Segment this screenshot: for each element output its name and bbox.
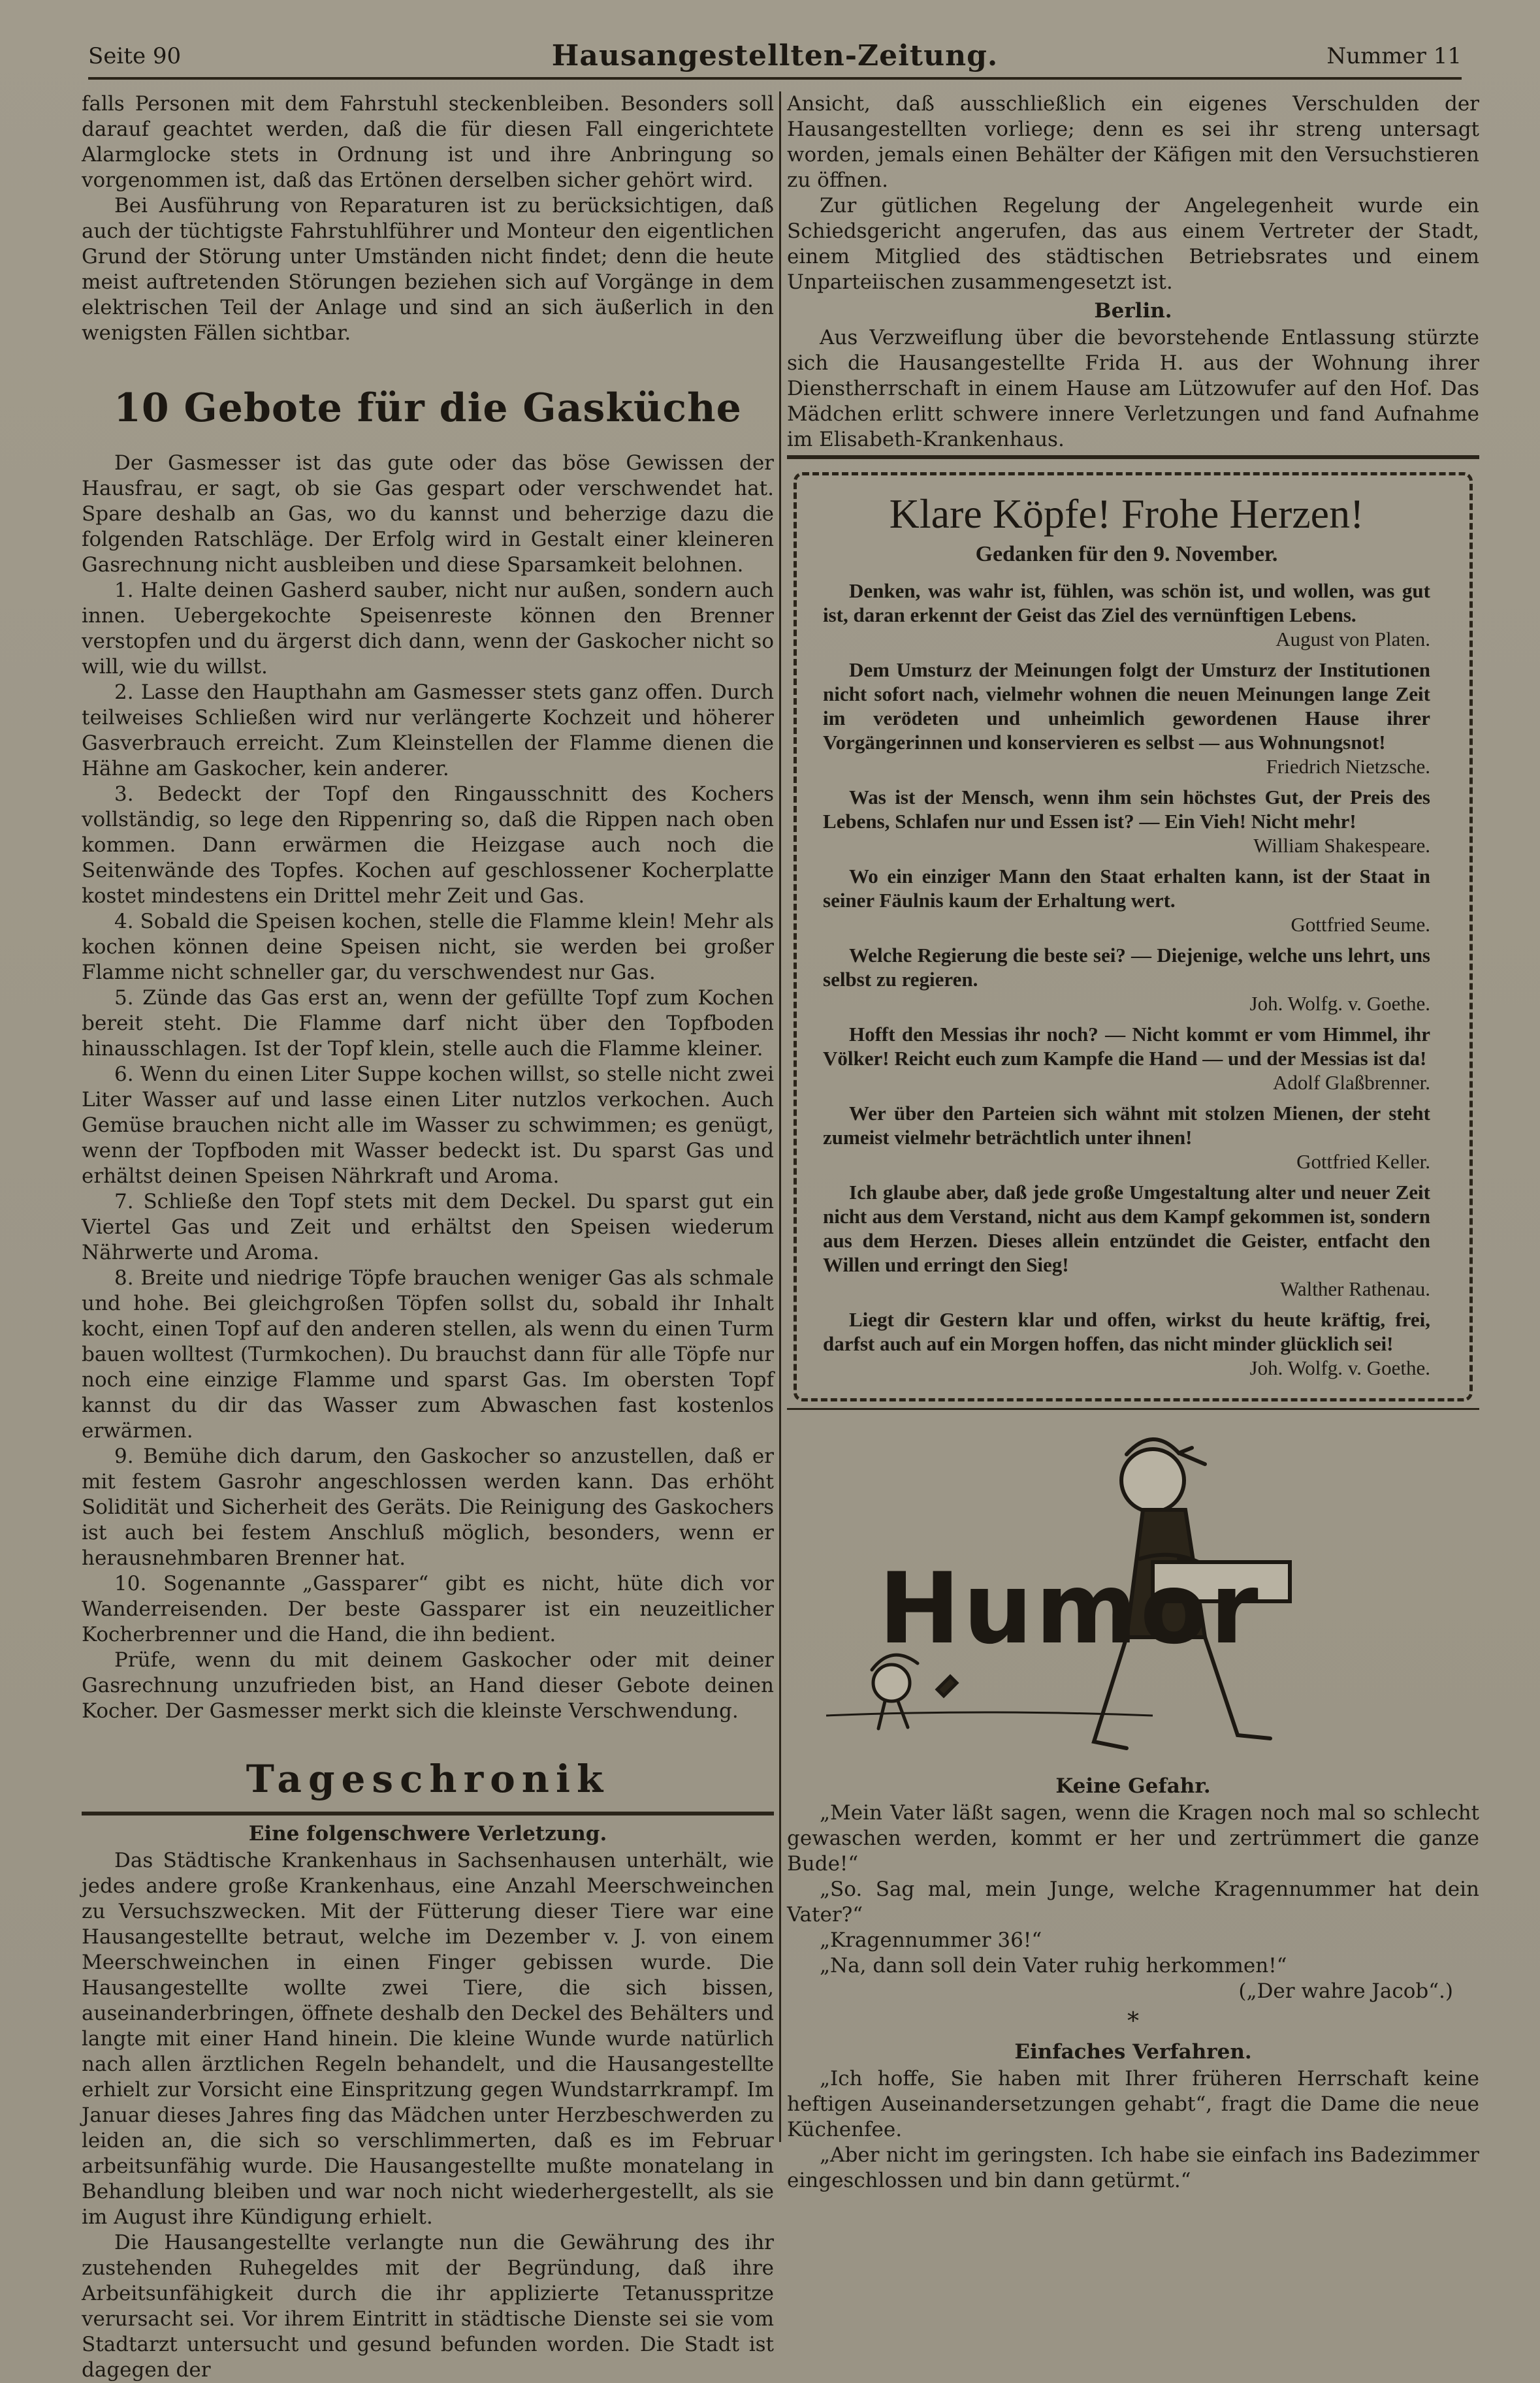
quote-text: Dem Umsturz der Meinungen folgt der Umsturz der Institutionen nicht sofort nach, vielmehr wohnen die neuen Meinungen lange Zeit im verödeten und unheimlich gewordenen Hause ihrer Vorgängerinnen und konservieren es selbst — aus Wohnungsnot! — [823, 658, 1430, 754]
column-divider — [779, 91, 781, 2142]
quote-item — [823, 1022, 1430, 1095]
joke-title: Keine Gefahr. — [1055, 1774, 1211, 1798]
gebot-item: 3. Bedeckt der Topf den Ringausschnitt des Kochers vollständig, so lege den Rippenring so, daß die Rippen nach oben kommen. Dann erwärmen die Heizgase auch noch die Seitenwände des Topfes. Kochen auf geschlossener Kocherplatte kostet mindestens ein Drittel mehr Zeit und Gas. — [82, 782, 774, 908]
joke-line: „Ich hoffe, Sie haben mit Ihrer früheren Herrschaft keine heftigen Auseinandersetzungen gehabt“, fragt die Dame die neue Küchenfee. — [787, 2067, 1479, 2141]
berlin-paragraph: Aus Verzweiflung über die bevorstehende Entlassung stürzte sich die Hausangestellte Frida H. aus der Wohnung ihrer Dienstherrschaft in einem Hause am Lützowufer auf den Hof. Das Mädchen erlitt schwere innere Verletzungen und fand Aufnahme im Elisabeth-Krankenhaus. — [787, 326, 1479, 451]
joke-line: „Na, dann soll dein Vater ruhig herkommen!“ — [820, 1954, 1287, 1977]
section-rule — [787, 455, 1479, 459]
quote-author: Gottfried Seume. — [1291, 913, 1430, 936]
quote-author: Gottfried Keller. — [1296, 1150, 1430, 1173]
quote-item — [823, 579, 1430, 651]
gebote-intro: Der Gasmesser ist das gute oder das böse Gewissen der Hausfrau, er sagt, ob sie Gas gespart oder verschwendet hat. Spare deshalb an Gas, wo du kannst und beherzige dazu die folgenden Ratschläge. Der Erfolg wird in Gestalt einer kleineren Gasrechnung nicht ausbleiben und diese Sparsamkeit belohnen. — [82, 451, 774, 577]
gebote-conclusion: Prüfe, wenn du mit deinem Gaskocher oder mit deiner Gasrechnung unzufrieden bist, an Hand dieser Gebote deinen Kocher. Der Gasmesser merkt sich die kleinste Verschwendung. — [82, 1648, 774, 1723]
section-rule — [787, 1408, 1479, 1410]
quote-author: Joh. Wolfg. v. Goethe. — [1249, 1356, 1430, 1379]
quote-text: Wer über den Parteien sich wähnt mit stolzen Mienen, der steht zumeist vielmehr beträchtlich unter ihnen! — [823, 1102, 1430, 1149]
quote-item — [823, 864, 1430, 936]
quote-text: Welche Regierung die beste sei? — Diejenige, welche uns lehrt, uns selbst zu regieren. — [823, 944, 1430, 991]
quote-item — [823, 943, 1430, 1016]
quote-item — [823, 785, 1430, 857]
quote-box — [794, 472, 1473, 1401]
quote-item — [823, 1180, 1430, 1301]
left-column — [82, 91, 774, 2383]
article-paragraph: Bei Ausführung von Reparaturen ist zu berücksichtigen, daß auch der tüchtigste Fahrstuhlführer und Monteur den eigentlichen Grund der Störung unter Umständen nicht findet; denn die heute meist auftretenden Störungen beziehen sich auf Vorgänge in dem elektrischen Teil der Anlage und sind an sich äußerlich in den wenigsten Fällen sichtbar. — [82, 194, 774, 345]
chronik-paragraph: Das Städtische Krankenhaus in Sachsenhausen unterhält, wie jedes andere große Krankenhaus, eine Anzahl Meerschweinchen zu Versuchszwecken. Mit der Fütterung dieser Tiere war eine Hausangestellte betraut, welche im Dezember v. J. von einem Meerschweinchen in einen Finger gebissen wurde. Die Hausangestellte wollte zwei Tiere, die sich bissen, auseinanderbringen, öffnete deshalb den Deckel des Behälters und langte mit einer Hand hinein. Die kleine Wunde wurde natürlich nach allen ärztlichen Regeln behandelt, und die Hausangestellte erhielt zur Vorsicht eine Einspritzung gegen Wundstarrkrampf. Im Januar dieses Jahres fing das Mädchen unter Herzbeschwerden zu leiden an, die sich so verschlimmerten, daß es im Februar arbeitsunfähig wurde. Die Hausangestellte mußte monatelang in Behandlung bleiben und war noch nicht wiederhergestellt, als sie im August ihre Kündigung erhielt. — [82, 1849, 774, 2229]
gebot-item: 4. Sobald die Speisen kochen, stelle die Flamme klein! Mehr als kochen können deine Speisen nicht, sie werden bei großer Flamme nicht schneller gar, du verschwendest nur Gas. — [82, 910, 774, 984]
joke-source: („Der wahre Jacob“.) — [1238, 1979, 1453, 2003]
joke-line: „So. Sag mal, mein Junge, welche Kragennummer hat dein Vater?“ — [787, 1878, 1479, 1927]
quote-text: Liegt dir Gestern klar und offen, wirkst du heute kräftig, frei, darfst auch auf ein Morgen hoffen, das nicht minder glücklich sei! — [823, 1308, 1430, 1355]
gebot-item: 7. Schließe den Topf stets mit dem Deckel. Du sparst gut ein Viertel Gas und Zeit und erhältst den Speisen wiederum Nährwerte und Aroma. — [82, 1190, 774, 1264]
quote-author: Joh. Wolfg. v. Goethe. — [1249, 992, 1430, 1015]
quote-text: Ich glaube aber, daß jede große Umgestaltung alter und neuer Zeit nicht aus dem Verstand, nicht aus dem Kampf gekommen ist, sondern aus dem Herzen. Dieses allein entzündet die Geister, entfacht den Willen und erringt den Sieg! — [823, 1181, 1430, 1276]
berlin-heading: Berlin. — [1094, 299, 1172, 323]
chronik-paragraph: Zur gütlichen Regelung der Angelegenheit wurde ein Schiedsgericht angerufen, das aus einem Vertreter der Stadt, einem Mitglied des städtischen Betriebsrates und einem Unparteiischen zusammengesetzt ist. — [787, 194, 1479, 294]
quote-text: Was ist der Mensch, wenn ihm sein höchstes Gut, der Preis des Lebens, Schlafen nur und Essen ist? — Ein Vieh! Nicht mehr! — [823, 786, 1430, 833]
quote-text: Wo ein einziger Mann den Staat erhalten kann, ist der Staat in seiner Fäulnis kaum der Erhaltung wert. — [823, 865, 1430, 912]
humor-title: Humor — [878, 1552, 1261, 1666]
quote-box-title: Klare Köpfe! Frohe Herzen! — [889, 490, 1364, 537]
quote-author: Friedrich Nietzsche. — [1266, 755, 1430, 778]
humor-illustration — [787, 1428, 1479, 1768]
gebote-heading: 10 Gebote für die Gasküche — [114, 385, 742, 431]
joke-line: „Aber nicht im geringsten. Ich habe sie einfach ins Badezimmer eingeschlossen und bin dann getürmt.“ — [787, 2143, 1479, 2192]
quote-author: Walther Rathenau. — [1280, 1277, 1430, 1300]
issue-number: Nummer 11 — [1326, 43, 1462, 69]
gebot-item: 2. Lasse den Haupthahn am Gasmesser stets ganz offen. Durch teilweises Schließen wird nur verlängerte Kochzeit und höherer Gasverbrauch erreicht. Zum Kleinstellen der Flamme dienen die Hähne am Gaskocher, kein anderer. — [82, 680, 774, 780]
article-paragraph: falls Personen mit dem Fahrstuhl steckenbleiben. Besonders soll darauf geachtet werden, daß die für diesen Fall eingerichtete Alarmglocke stets in Ordnung ist und ihre Anbringung so vorgenommen ist, daß das Ertönen derselben sicher gehört wird. — [82, 92, 774, 192]
chronik-paragraph: Die Hausangestellte verlangte nun die Gewährung des ihr zustehenden Ruhegeldes mit der Begründung, daß ihre Arbeitsunfähigkeit durch die ihr applizierte Tetanusspritze verursacht sei. Vor ihrem Eintritt in städtische Dienste sei sie vom Stadtarzt untersucht und gesund befunden worden. Die Stadt ist dagegen der — [82, 2231, 774, 2382]
chronik-continuation: Ansicht, daß ausschließlich ein eigenes Verschulden der Hausangestellten vorliege; denn es sei ihr streng untersagt worden, jemals einen Behälter der Käfigen mit den Versuchstieren zu öffnen. — [787, 92, 1479, 192]
page-header — [88, 38, 1462, 80]
quote-text: Hofft den Messias ihr noch? — Nicht kommt er vom Himmel, ihr Völker! Reicht euch zum Kampfe die Hand — und der Messias ist da! — [823, 1023, 1430, 1070]
quote-item — [823, 658, 1430, 778]
gebot-item: 5. Zünde das Gas erst an, wenn der gefüllte Topf zum Kochen bereit steht. Die Flamme darf nicht über den Topfboden hinausschlagen. Ist der Topf klein, stelle auch die Flamme kleiner. — [82, 986, 774, 1061]
page-number: Seite 90 — [88, 43, 182, 69]
joke-line: „Mein Vater läßt sagen, wenn die Kragen noch mal so schlecht gewaschen werden, kommt er her und zertrümmert die ganze Bude!“ — [787, 1801, 1479, 1876]
quote-author: Adolf Glaßbrenner. — [1272, 1071, 1430, 1094]
chronik-subheading: Eine folgenschwere Verletzung. — [248, 1822, 607, 1846]
quote-item — [823, 1307, 1430, 1380]
chronik-heading: Tageschronik — [246, 1757, 610, 1801]
joke-line: „Kragennummer 36!“ — [820, 1928, 1042, 1952]
quote-box-subtitle: Gedanken für den 9. November. — [975, 542, 1278, 566]
quote-author: William Shakespeare. — [1253, 834, 1430, 857]
newspaper-title: Hausangestellten-Zeitung. — [551, 39, 999, 72]
gebot-item: 6. Wenn du einen Liter Suppe kochen willst, so stelle nicht zwei Liter Wasser auf und lasse einen Liter nutzlos verkochen. Auch Gemüse brauchen nicht alle im Wasser zu schwimmen; es genügt, wenn der Topfboden mit Wasser bedeckt ist. Du sparst Gas und erhältst deinen Speisen Nährkraft und Aroma. — [82, 1063, 774, 1188]
gebot-item: 9. Bemühe dich darum, den Gaskocher so anzustellen, daß er mit festem Gasrohr angeschlossen werden kann. Das erhöht Solidität und Sicherheit des Geräts. Die Reinigung des Gaskochers ist auch bei festem Anschluß möglich, besonders, wenn er herausnehmbaren Brenner hat. — [82, 1445, 774, 1570]
gebot-item: 1. Halte deinen Gasherd sauber, nicht nur außen, sondern auch innen. Uebergekochte Speisenreste können den Brenner verstopfen und du ärgerst dich dann, wenn der Gaskocher nicht so will, wie du willst. — [82, 579, 774, 679]
quote-author: August von Platen. — [1275, 628, 1430, 650]
right-column — [787, 91, 1479, 2194]
gebot-item: 8. Breite und niedrige Töpfe brauchen weniger Gas als schmale und hohe. Bei gleichgroßen Töpfen sollst du, sobald ihr Inhalt kocht, einen Topf auf den anderen stellen, als wenn du einen Turm bauen wolltest (Turmkochen). Du brauchst dann für alle Töpfe nur noch eine einzige Flamme und sparst Gas. Im obersten Topf kannst du dir das Wasser zum Abwaschen fast kostenlos erwärmen. — [82, 1266, 774, 1443]
separator-star: * — [1127, 2008, 1139, 2035]
quote-item — [823, 1101, 1430, 1174]
joke-title: Einfaches Verfahren. — [1014, 2040, 1252, 2064]
gebot-item: 10. Sogenannte „Gassparer“ gibt es nicht, hüte dich vor Wanderreisenden. Der beste Gassparer ist ein neuzeitlicher Kocherbrenner und die Hand, die ihn bedient. — [82, 1572, 774, 1646]
quote-text: Denken, was wahr ist, fühlen, was schön ist, und wollen, was gut ist, daran erkennt der Geist das Ziel des vernünftigen Lebens. — [823, 579, 1430, 626]
heading-rule — [82, 1812, 774, 1815]
